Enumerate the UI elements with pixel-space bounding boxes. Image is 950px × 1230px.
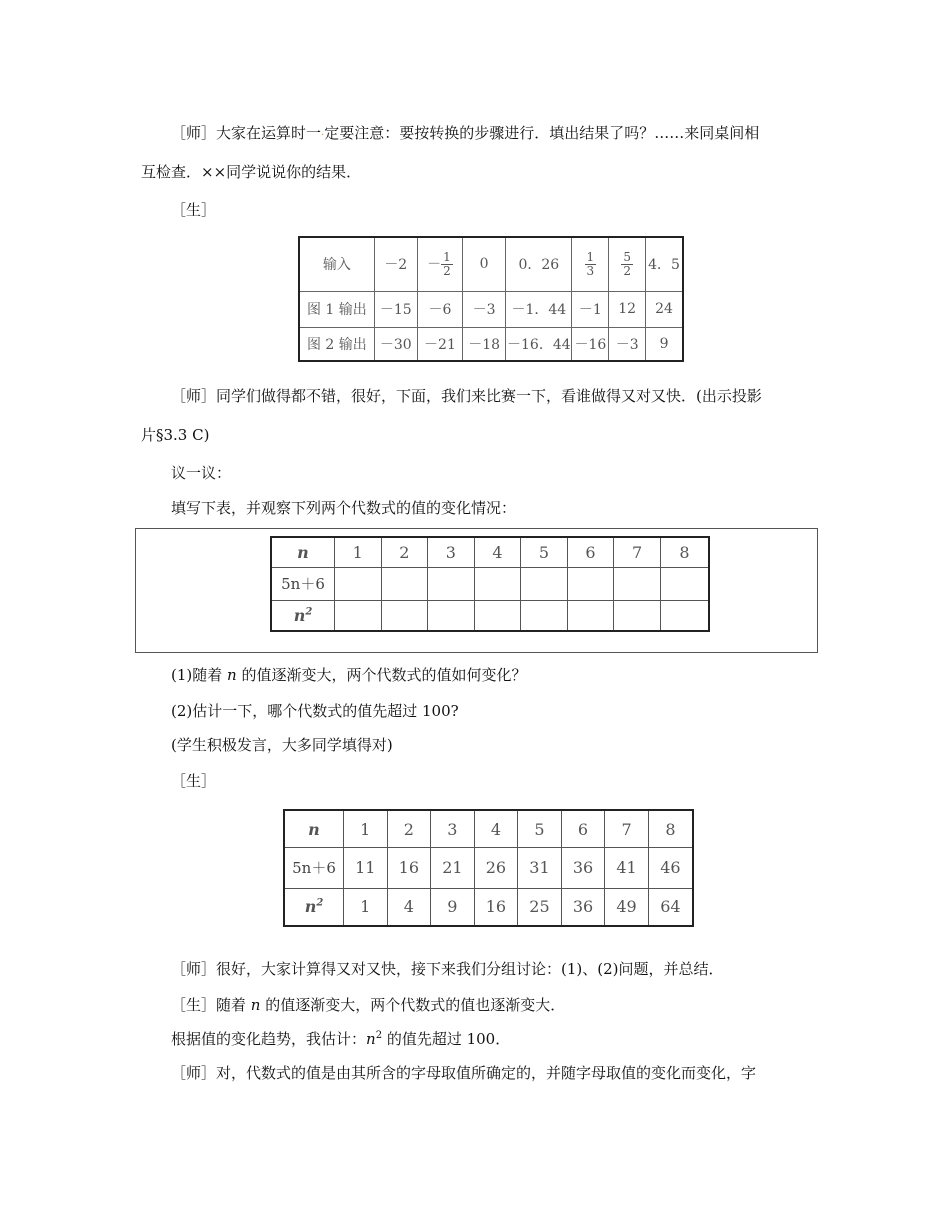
table-cell: 8 xyxy=(660,537,709,568)
table-cell: －6 xyxy=(417,291,462,327)
stray-mark: · xyxy=(321,130,325,141)
table-cell: 24 xyxy=(646,291,683,327)
teacher-paragraph-1: ［师］大家在运算时一·定要注意：要按转换的步骤进行．填出结果了吗？……来同桌间相 xyxy=(171,124,760,142)
blank-cell[interactable] xyxy=(428,600,475,631)
table-cell: － $\frac{1}{2}$ xyxy=(417,237,462,291)
blank-cell[interactable] xyxy=(381,568,428,601)
student-label-2: ［生］ xyxy=(171,772,217,790)
table-header: 图 1 输出 xyxy=(299,291,374,327)
table-cell: 31 xyxy=(518,848,562,889)
table-header: 图 2 输出 xyxy=(299,327,374,361)
table-cell: 16 xyxy=(474,888,518,926)
table-cell: －30 xyxy=(374,327,417,361)
teacher-paragraph-3: ［师］很好，大家计算得又对又快，接下来我们分组讨论：(1)、(2)问题，并总结． xyxy=(171,960,724,978)
blank-cell[interactable] xyxy=(660,600,709,631)
table-cell: 5 xyxy=(521,537,568,568)
table-header: 输入 xyxy=(299,237,374,291)
table-cell: 46 xyxy=(648,848,693,889)
table-cell: 11 xyxy=(344,848,388,889)
blank-cell[interactable] xyxy=(660,568,709,601)
table-cell: 8 xyxy=(648,810,693,848)
table-cell: －3 xyxy=(463,291,506,327)
table-cell: －21 xyxy=(417,327,462,361)
fraction: $\frac{1}{2}$ xyxy=(443,249,451,278)
table-cell: 36 xyxy=(561,888,605,926)
table-cell: 7 xyxy=(614,537,661,568)
table-cell: －16 xyxy=(572,327,609,361)
blank-cell[interactable] xyxy=(474,568,521,601)
table-cell: 1 xyxy=(335,537,382,568)
blank-cell[interactable] xyxy=(428,568,475,601)
table-cell: 2 xyxy=(387,810,431,848)
teacher-paragraph-2: ［师］同学们做得都不错，很好，下面，我们来比赛一下，看谁做得又对又快．(出示投影 xyxy=(171,387,762,405)
fraction: $\frac{5}{2}$ xyxy=(623,249,631,278)
table-cell: －3 xyxy=(609,327,646,361)
table-cell: 4 xyxy=(474,810,518,848)
row-header-expr2: $n^2$ xyxy=(271,600,335,631)
blank-cell[interactable] xyxy=(335,600,382,631)
table-cell: 4 xyxy=(387,888,431,926)
table-cell: －1．44 xyxy=(506,291,572,327)
estimate-paragraph: 根据值的变化趋势，我估计：$n^2$ 的值先超过 100． xyxy=(171,1030,511,1048)
row-header-n: n xyxy=(284,810,344,848)
table-cell: 5 xyxy=(518,810,562,848)
table-cell: 49 xyxy=(605,888,649,926)
row-header-n: n xyxy=(271,537,335,568)
blank-cell[interactable] xyxy=(614,568,661,601)
blank-cell[interactable] xyxy=(567,568,614,601)
blank-cell[interactable] xyxy=(614,600,661,631)
table-cell: 2 xyxy=(381,537,428,568)
table-cell: 41 xyxy=(605,848,649,889)
table-cell: 16 xyxy=(387,848,431,889)
fill-instruction: 填写下表，并观察下列两个代数式的值的变化情况： xyxy=(171,499,517,517)
fraction: $\frac{1}{3}$ xyxy=(586,249,595,278)
table-cell: 3 xyxy=(431,810,475,848)
teacher-paragraph-1-cont: 互检查．××同学说说你的结果． xyxy=(141,163,362,181)
table-cell: 4 xyxy=(474,537,521,568)
student-paragraph: ［生］随着 n 的值逐渐变大，两个代数式的值也逐渐变大． xyxy=(171,996,566,1014)
table-cell: －16．44 xyxy=(506,327,572,361)
teacher-paragraph-2-cont: 片§3.3 C) xyxy=(141,426,210,444)
class-note: (学生积极发言，大多同学填得对) xyxy=(171,736,393,754)
discuss-heading: 议一议： xyxy=(171,464,232,482)
blank-cell[interactable] xyxy=(335,568,382,601)
blank-cell[interactable] xyxy=(474,600,521,631)
table-cell: 36 xyxy=(561,848,605,889)
answer-table xyxy=(283,809,694,927)
table-cell: 9 xyxy=(431,888,475,926)
table-cell: －2 xyxy=(374,237,417,291)
student-label-1: ［生］ xyxy=(171,201,217,219)
row-header-expr2: $n^2$ xyxy=(284,888,344,926)
table-cell: 6 xyxy=(567,537,614,568)
blank-cell[interactable] xyxy=(567,600,614,631)
row-header-expr1: 5n＋6 xyxy=(284,848,344,889)
blank-cell[interactable] xyxy=(521,568,568,601)
table-cell: 0 xyxy=(463,237,506,291)
table-cell: 21 xyxy=(431,848,475,889)
table-cell: 6 xyxy=(561,810,605,848)
table-cell: 1 xyxy=(344,810,388,848)
teacher-paragraph-4: ［师］对，代数式的值是由其所含的字母取值所确定的，并随字母取值的变化而变化，字 xyxy=(171,1064,757,1082)
table-cell: 64 xyxy=(648,888,693,926)
table-cell: －18 xyxy=(463,327,506,361)
table-cell: 26 xyxy=(474,848,518,889)
table-cell: －15 xyxy=(374,291,417,327)
table-cell xyxy=(609,237,646,291)
table-cell: 3 xyxy=(428,537,475,568)
table-cell: 9 xyxy=(646,327,683,361)
table-cell: －1 xyxy=(572,291,609,327)
question-2: (2)估计一下，哪个代数式的值先超过 100? xyxy=(171,702,459,720)
blank-cell[interactable] xyxy=(521,600,568,631)
table-cell: 25 xyxy=(518,888,562,926)
blank-cell[interactable] xyxy=(381,600,428,631)
table-cell: 7 xyxy=(605,810,649,848)
row-header-expr1: 5n＋6 xyxy=(271,568,335,601)
conversion-table xyxy=(298,236,684,362)
table-cell: 0．26 xyxy=(506,237,572,291)
table-cell: 1 xyxy=(344,888,388,926)
table-cell: 12 xyxy=(609,291,646,327)
question-1: (1)随着 n 的值逐渐变大，两个代数式的值如何变化？ xyxy=(171,666,527,684)
table-cell xyxy=(572,237,609,291)
exercise-table xyxy=(270,536,710,632)
table-cell: 4．5 xyxy=(646,237,683,291)
